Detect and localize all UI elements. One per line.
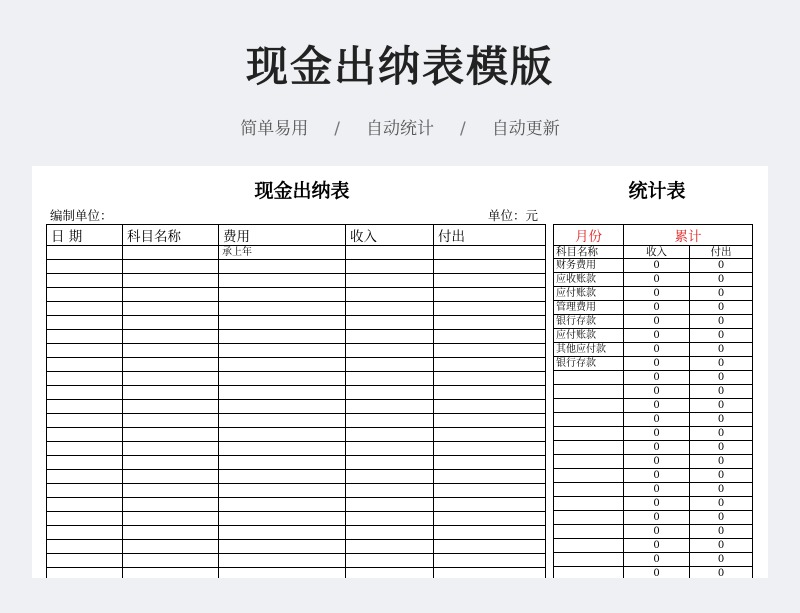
ledger-cell[interactable] [346, 512, 434, 526]
ledger-cell[interactable] [219, 456, 346, 470]
ledger-row [47, 470, 546, 484]
ledger-row [47, 442, 546, 456]
ledger-row [47, 246, 546, 260]
ledger-row [47, 400, 546, 414]
stats-payout-value[interactable]: 0 [690, 385, 753, 399]
stats-row [554, 511, 753, 525]
ledger-cell[interactable] [434, 414, 546, 428]
stats-account-name[interactable]: 应收账款 [554, 273, 624, 287]
ledger-cell[interactable] [346, 260, 434, 274]
stats-payout-value[interactable]: 0 [690, 567, 753, 579]
stats-row [554, 427, 753, 441]
stats-income-value[interactable]: 0 [624, 483, 690, 497]
stats-row [554, 497, 753, 511]
ledger-cell[interactable] [219, 288, 346, 302]
ledger-cell[interactable] [219, 512, 346, 526]
stats-row [554, 539, 753, 553]
ledger-cell[interactable] [123, 400, 219, 414]
ledger-cell[interactable] [47, 428, 123, 442]
stats-row [554, 567, 753, 579]
stats-payout-value[interactable]: 0 [690, 329, 753, 343]
stats-income-value[interactable]: 0 [624, 539, 690, 553]
unit-label: 单位：元 [488, 208, 539, 223]
ledger-row [47, 540, 546, 554]
ledger-cell[interactable] [47, 344, 123, 358]
statistics-table [553, 224, 753, 578]
ledger-cell[interactable] [123, 484, 219, 498]
stats-account-name[interactable] [554, 483, 624, 497]
ledger-column-header: 日 期 [47, 225, 123, 246]
ledger-cell[interactable] [434, 246, 546, 260]
ledger-cell[interactable] [434, 484, 546, 498]
ledger-cell[interactable] [123, 554, 219, 568]
stats-payout-value[interactable]: 0 [690, 511, 753, 525]
ledger-row [47, 568, 546, 579]
ledger-cell[interactable] [123, 344, 219, 358]
stats-payout-value[interactable]: 0 [690, 539, 753, 553]
stats-income-value[interactable]: 0 [624, 413, 690, 427]
stats-payout-value[interactable]: 0 [690, 287, 753, 301]
stats-account-name[interactable] [554, 385, 624, 399]
ledger-cell[interactable] [123, 316, 219, 330]
ledger-cell[interactable] [123, 274, 219, 288]
ledger-cell[interactable] [219, 568, 346, 579]
tagline-item-auto-stats: 自动统计 [366, 119, 434, 139]
ledger-cell[interactable] [434, 428, 546, 442]
ledger-cell[interactable] [434, 554, 546, 568]
stats-row [554, 343, 753, 357]
stats-account-name[interactable] [554, 455, 624, 469]
ledger-cell[interactable] [123, 526, 219, 540]
stats-income-value[interactable]: 0 [624, 553, 690, 567]
stats-account-name[interactable] [554, 567, 624, 579]
ledger-title: 现金出纳表 [254, 180, 350, 202]
stats-income-value[interactable]: 0 [624, 357, 690, 371]
ledger-cell[interactable] [346, 316, 434, 330]
feature-tagline [0, 114, 800, 139]
stats-account-name[interactable]: 银行存款 [554, 357, 624, 371]
ledger-cell[interactable] [434, 540, 546, 554]
stats-row [554, 315, 753, 329]
ledger-cell[interactable] [346, 526, 434, 540]
ledger-cell[interactable] [346, 330, 434, 344]
stats-payout-value[interactable]: 0 [690, 301, 753, 315]
stats-income-value[interactable]: 0 [624, 455, 690, 469]
ledger-cell[interactable] [47, 358, 123, 372]
ledger-cell[interactable] [346, 456, 434, 470]
stats-account-name[interactable] [554, 497, 624, 511]
ledger-cell[interactable] [219, 260, 346, 274]
stats-payout-value[interactable]: 0 [690, 357, 753, 371]
stats-payout-value[interactable]: 0 [690, 427, 753, 441]
stats-income-value[interactable]: 0 [624, 399, 690, 413]
stats-payout-value[interactable]: 0 [690, 497, 753, 511]
ledger-cell[interactable] [219, 358, 346, 372]
stats-subheader-row [554, 246, 753, 259]
ledger-row [47, 428, 546, 442]
ledger-cell[interactable] [47, 470, 123, 484]
stats-income-value[interactable]: 0 [624, 273, 690, 287]
ledger-cell[interactable] [434, 568, 546, 579]
ledger-cell[interactable] [47, 330, 123, 344]
stats-payout-value[interactable]: 0 [690, 343, 753, 357]
ledger-cell[interactable] [219, 400, 346, 414]
ledger-cell[interactable] [219, 302, 346, 316]
stats-income-value[interactable]: 0 [624, 315, 690, 329]
ledger-column-header: 科目名称 [123, 225, 219, 246]
ledger-cell[interactable] [434, 386, 546, 400]
ledger-row [47, 456, 546, 470]
tagline-item-auto-update: 自动更新 [491, 119, 560, 139]
ledger-cell[interactable] [47, 274, 123, 288]
ledger-cell[interactable] [123, 246, 219, 260]
ledger-cell[interactable] [346, 358, 434, 372]
ledger-column-header: 收入 [346, 225, 434, 246]
stats-income-value[interactable]: 0 [624, 525, 690, 539]
stats-row [554, 385, 753, 399]
cash-ledger-table [46, 224, 546, 578]
ledger-cell[interactable] [346, 484, 434, 498]
ledger-cell[interactable] [47, 554, 123, 568]
ledger-cell[interactable] [47, 568, 123, 579]
stats-payout-value[interactable]: 0 [690, 553, 753, 567]
stats-row [554, 413, 753, 427]
ledger-row [47, 316, 546, 330]
stats-header-row [554, 225, 753, 246]
ledger-cell[interactable] [219, 484, 346, 498]
ledger-cell[interactable] [434, 260, 546, 274]
ledger-cell[interactable] [219, 414, 346, 428]
ledger-cell[interactable] [123, 442, 219, 456]
stats-account-name[interactable] [554, 441, 624, 455]
stats-income-value[interactable]: 0 [624, 427, 690, 441]
ledger-cell[interactable] [47, 400, 123, 414]
stats-row [554, 525, 753, 539]
stats-subheader: 收入 [624, 246, 690, 259]
ledger-cell[interactable] [346, 288, 434, 302]
ledger-cell[interactable] [219, 274, 346, 288]
tagline-item-easy: 简单易用 [240, 119, 309, 139]
ledger-cell[interactable] [346, 400, 434, 414]
ledger-column-header: 费用 [219, 225, 346, 246]
ledger-cell[interactable] [346, 428, 434, 442]
stats-row [554, 553, 753, 567]
ledger-row [47, 358, 546, 372]
stats-row [554, 483, 753, 497]
ledger-cell[interactable] [219, 470, 346, 484]
ledger-row [47, 330, 546, 344]
tagline-separator: / [460, 119, 466, 139]
ledger-cell[interactable] [346, 568, 434, 579]
ledger-cell[interactable] [434, 526, 546, 540]
compiler-label: 编制单位： [50, 208, 113, 223]
stats-income-value[interactable]: 0 [624, 441, 690, 455]
stats-account-name[interactable] [554, 469, 624, 483]
ledger-cell[interactable] [434, 302, 546, 316]
stats-income-value[interactable]: 0 [624, 385, 690, 399]
ledger-cell[interactable] [346, 540, 434, 554]
stats-row [554, 469, 753, 483]
ledger-row [47, 386, 546, 400]
stats-payout-value[interactable]: 0 [690, 259, 753, 273]
ledger-cell[interactable] [346, 498, 434, 512]
stats-row [554, 441, 753, 455]
stats-payout-value[interactable]: 0 [690, 413, 753, 427]
stats-row [554, 455, 753, 469]
stats-account-name[interactable] [554, 399, 624, 413]
stats-cumulative-header: 累计 [624, 225, 753, 246]
stats-row [554, 301, 753, 315]
ledger-row [47, 344, 546, 358]
ledger-cell[interactable] [123, 512, 219, 526]
ledger-cell[interactable] [47, 540, 123, 554]
stats-subheader: 付出 [690, 246, 753, 259]
ledger-cell[interactable] [219, 330, 346, 344]
ledger-cell[interactable] [434, 470, 546, 484]
stats-payout-value[interactable]: 0 [690, 371, 753, 385]
stats-row [554, 371, 753, 385]
stats-row [554, 259, 753, 273]
ledger-row [47, 512, 546, 526]
ledger-cell[interactable] [434, 456, 546, 470]
ledger-cell[interactable] [47, 456, 123, 470]
ledger-header-row [47, 225, 546, 246]
stats-payout-value[interactable]: 0 [690, 399, 753, 413]
stats-account-name[interactable] [554, 539, 624, 553]
stats-income-value[interactable]: 0 [624, 511, 690, 525]
spreadsheet-sheet [32, 166, 768, 578]
ledger-cell[interactable] [346, 442, 434, 456]
stats-row [554, 357, 753, 371]
ledger-cell[interactable] [346, 554, 434, 568]
ledger-cell[interactable] [47, 372, 123, 386]
stats-row [554, 273, 753, 287]
ledger-row [47, 260, 546, 274]
ledger-cell[interactable] [47, 288, 123, 302]
ledger-cell[interactable] [219, 526, 346, 540]
stats-account-name[interactable]: 应付账款 [554, 329, 624, 343]
ledger-cell[interactable] [346, 386, 434, 400]
stats-account-name[interactable] [554, 427, 624, 441]
tagline-separator: / [334, 119, 340, 139]
stats-payout-value[interactable]: 0 [690, 469, 753, 483]
stats-account-name[interactable]: 财务费用 [554, 259, 624, 273]
ledger-cell[interactable] [123, 428, 219, 442]
stats-month-header: 月份 [554, 225, 624, 246]
banner-title: 现金出纳表模版 [245, 42, 554, 91]
ledger-cell[interactable] [47, 484, 123, 498]
stats-title: 统计表 [628, 180, 686, 202]
stats-account-name[interactable] [554, 525, 624, 539]
stats-row [554, 329, 753, 343]
stats-income-value[interactable]: 0 [624, 329, 690, 343]
ledger-cell[interactable] [47, 302, 123, 316]
stats-payout-value[interactable]: 0 [690, 441, 753, 455]
ledger-cell[interactable] [47, 498, 123, 512]
ledger-cell[interactable] [219, 428, 346, 442]
ledger-cell[interactable] [219, 540, 346, 554]
ledger-cell[interactable] [219, 372, 346, 386]
ledger-cell[interactable] [123, 414, 219, 428]
stats-income-value[interactable]: 0 [624, 287, 690, 301]
stats-income-value[interactable]: 0 [624, 343, 690, 357]
stats-account-name[interactable]: 其他应付款 [554, 343, 624, 357]
ledger-cell[interactable] [434, 330, 546, 344]
ledger-cell[interactable] [47, 414, 123, 428]
ledger-cell[interactable] [47, 386, 123, 400]
stats-income-value[interactable]: 0 [624, 469, 690, 483]
stats-income-value[interactable]: 0 [624, 259, 690, 273]
ledger-cell[interactable] [219, 316, 346, 330]
stats-account-name[interactable] [554, 553, 624, 567]
ledger-cell[interactable] [47, 316, 123, 330]
ledger-cell[interactable] [123, 330, 219, 344]
ledger-cell[interactable] [47, 246, 123, 260]
ledger-cell[interactable] [434, 400, 546, 414]
stats-row [554, 287, 753, 301]
stats-income-value[interactable]: 0 [624, 497, 690, 511]
ledger-cell[interactable] [47, 260, 123, 274]
ledger-row [47, 554, 546, 568]
ledger-row [47, 484, 546, 498]
ledger-column-header: 付出 [434, 225, 546, 246]
ledger-cell[interactable] [123, 288, 219, 302]
ledger-cell[interactable] [434, 442, 546, 456]
ledger-cell[interactable] [47, 442, 123, 456]
ledger-cell[interactable] [123, 540, 219, 554]
stats-account-name[interactable] [554, 413, 624, 427]
ledger-cell[interactable] [434, 372, 546, 386]
stats-payout-value[interactable]: 0 [690, 315, 753, 329]
ledger-cell[interactable] [434, 344, 546, 358]
ledger-cell[interactable] [219, 442, 346, 456]
ledger-cell[interactable] [346, 414, 434, 428]
ledger-cell[interactable] [346, 302, 434, 316]
stats-account-name[interactable]: 银行存款 [554, 315, 624, 329]
stats-payout-value[interactable]: 0 [690, 525, 753, 539]
ledger-cell[interactable] [434, 316, 546, 330]
ledger-row [47, 274, 546, 288]
ledger-cell[interactable] [47, 512, 123, 526]
ledger-cell[interactable] [434, 274, 546, 288]
stats-account-name[interactable] [554, 371, 624, 385]
stats-account-name[interactable]: 管理费用 [554, 301, 624, 315]
ledger-row [47, 302, 546, 316]
ledger-cell[interactable] [434, 288, 546, 302]
ledger-cell[interactable] [123, 498, 219, 512]
ledger-cell[interactable] [346, 344, 434, 358]
ledger-cell[interactable] [434, 512, 546, 526]
ledger-row [47, 372, 546, 386]
ledger-cell[interactable] [123, 372, 219, 386]
ledger-row [47, 414, 546, 428]
stats-payout-value[interactable]: 0 [690, 455, 753, 469]
ledger-cell[interactable]: 承上年 [219, 246, 346, 260]
stats-income-value[interactable]: 0 [624, 567, 690, 579]
ledger-cell[interactable] [346, 470, 434, 484]
ledger-cell[interactable] [123, 456, 219, 470]
ledger-row [47, 526, 546, 540]
ledger-cell[interactable] [346, 372, 434, 386]
ledger-cell[interactable] [123, 302, 219, 316]
ledger-cell[interactable] [219, 344, 346, 358]
stats-income-value[interactable]: 0 [624, 301, 690, 315]
ledger-cell[interactable] [123, 358, 219, 372]
ledger-cell[interactable] [123, 260, 219, 274]
stats-income-value[interactable]: 0 [624, 371, 690, 385]
ledger-cell[interactable] [434, 498, 546, 512]
stats-payout-value[interactable]: 0 [690, 483, 753, 497]
ledger-cell[interactable] [123, 386, 219, 400]
ledger-cell[interactable] [219, 554, 346, 568]
ledger-cell[interactable] [219, 386, 346, 400]
stats-subheader: 科目名称 [554, 246, 624, 259]
ledger-cell[interactable] [346, 274, 434, 288]
ledger-cell[interactable] [47, 526, 123, 540]
stats-account-name[interactable]: 应付账款 [554, 287, 624, 301]
stats-row [554, 399, 753, 413]
ledger-cell[interactable] [123, 470, 219, 484]
stats-account-name[interactable] [554, 511, 624, 525]
ledger-row [47, 288, 546, 302]
ledger-cell[interactable] [434, 358, 546, 372]
ledger-cell[interactable] [346, 246, 434, 260]
ledger-cell[interactable] [219, 498, 346, 512]
ledger-row [47, 498, 546, 512]
ledger-cell[interactable] [123, 568, 219, 579]
stats-payout-value[interactable]: 0 [690, 273, 753, 287]
